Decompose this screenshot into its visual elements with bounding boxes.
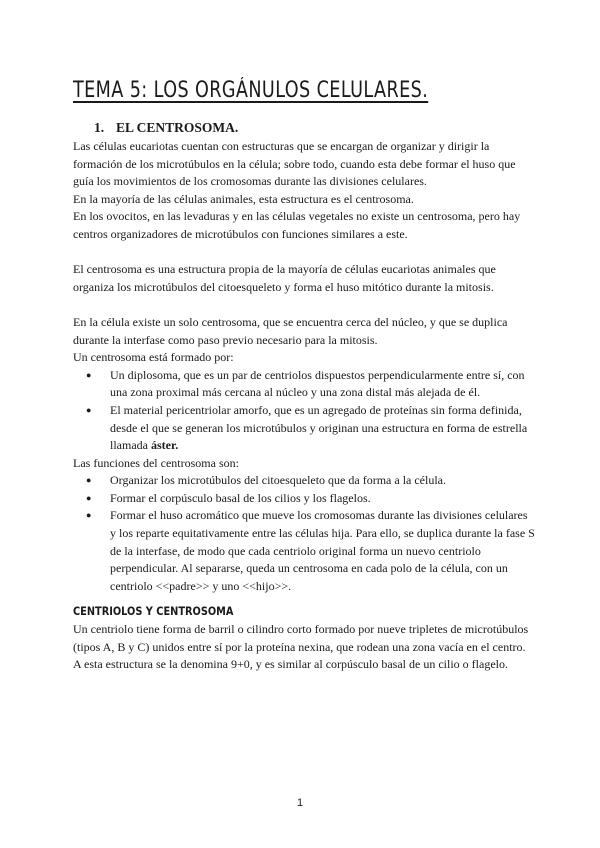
paragraph: En los ovocitos, en las levaduras y en las células vegetales no existe un centrosoma, pero hay centros organizadores de microtúbulos con funciones similares a este. bbox=[73, 209, 521, 241]
paragraph: En la célula existe un solo centrosoma, que se encuentra cerca del núcleo, y que se duplica durante la interfase como paso previo necesario para la mitosis. bbox=[73, 314, 508, 347]
paragraph: Un centrosoma está formado por: bbox=[73, 350, 234, 365]
list-item: ● Formar el huso acromático que mueve los cromosomas durante las divisiones celulares y los reparte equitativamente entre las células hija. Para ello, se duplica durante la fase S de la interfase, de modo que cada centriolo original forma un nuevo centriolo perpendicular. Al separarse, queda un centrosoma en cada polo de la célula, con un centriolo <<padre>> y uno <<hijo>>. bbox=[73, 507, 535, 595]
subsection-heading: CENTRIOLOS Y CENTROSOMA bbox=[73, 604, 234, 619]
paragraph: El centrosoma es una estructura propia de la mayoría de células eucariotas animales que organiza los microtúbulos del citoesqueleto y forma el huso mitótico durante la mitosis. bbox=[73, 262, 496, 294]
paragraph: Un centriolo tiene forma de barril o cilindro corto formado por nueve tripletes de microtúbulos (tipos A, B y C) unidos entre sí por la proteína nexina, que rodean una zona vacía en el centro. A esta estructura se la denomina 9+0, y es similar al corpúsculo basal de un cilio o flagelo. bbox=[73, 622, 529, 672]
paragraph: Las células eucariotas cuentan con estructuras que se encargan de organizar y dirigir la formación de los microtúbulos en la célula; sobre todo, cuando esta debe formar el huso que guía los movimientos de los cromosomas durante las divisiones celulares. bbox=[73, 139, 516, 189]
paragraph: Las funciones del centrosoma son: bbox=[73, 455, 239, 470]
functions-list bbox=[73, 472, 535, 595]
page-title: TEMA 5: LOS ORGÁNULOS CELULARES. bbox=[73, 78, 429, 103]
list-item: ● Organizar los microtúbulos del citoesqueleto que da forma a la célula. bbox=[73, 472, 535, 490]
page-number: 1 bbox=[296, 797, 304, 809]
section-heading-text: EL CENTROSOMA. bbox=[116, 120, 239, 135]
section-number: 1. bbox=[94, 120, 105, 135]
composition-list bbox=[73, 367, 535, 455]
list-item: ● Un diplosoma, que es un par de centriolos dispuestos perpendicularmente entre sí, con una zona proximal más cercana al núcleo y una zona distal más alejada de él. bbox=[73, 367, 535, 402]
list-item: ● Formar el corpúsculo basal de los cilios y los flagelos. bbox=[73, 490, 535, 508]
section-heading-centrosoma bbox=[94, 120, 238, 136]
document-body bbox=[73, 138, 535, 674]
list-item: ● El material pericentriolar amorfo, que es un agregado de proteínas sin forma definida, desde el que se generan los microtúbulos y originan una estructura en forma de estrella llamada áster. bbox=[73, 402, 535, 455]
bold-term: áster. bbox=[150, 438, 179, 453]
paragraph: En la mayoría de las células animales, esta estructura es el centrosoma. bbox=[73, 191, 414, 206]
